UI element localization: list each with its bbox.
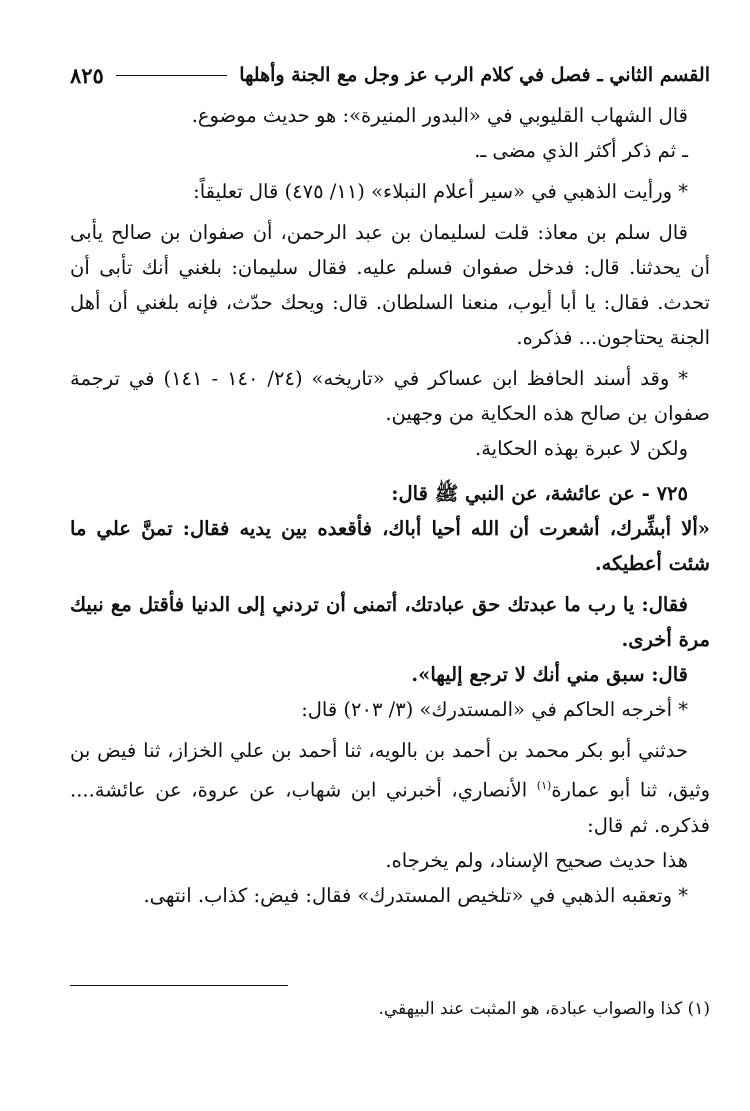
paragraph-salm-story: قال سلم بن معاذ: قلت لسليمان بن عبد الرحمن، أن صفوان بن صالح يأبى أن يحدثنا. قال: فدخل صفوان فسلم عليه. فقال سليمان: بلغني أنك تأبى أن تحدث. فقال: يا أبا أيوب، منعنا السلطان. قال: ويحك حدّث، فإنه بلغني أن أهل الجنة يحتاجون... فذكره.	[70, 221, 710, 349]
paragraph-dhahabi-talkhis: * وتعقبه الذهبي في «تلخيص المستدرك» فقال: فيض: كذاب. انتهى.	[143, 883, 688, 907]
hadith-text-2: فقال: يا رب ما عبدتك حق عبادتك، أتمنى أن تردني إلى الدنيا فأقتل مع نبيك مرة أخرى.	[70, 593, 710, 651]
paragraph-ibn-asakir: * وقد أسند الحافظ ابن عساكر في «تاريخه» (٢٤/ ١٤٠ - ١٤١) في ترجمة صفوان بن صالح هذه الحكاية من وجهين.	[70, 367, 710, 425]
footnote-marker: (١)	[536, 779, 552, 792]
running-header	[70, 58, 710, 92]
isnad-part-1: حدثني أبو بكر محمد بن أحمد بن بالويه، ثنا أحمد بن علي الخزاز، ثنا فيض بن وثيق، ثنا أبو عمارة	[70, 739, 710, 802]
hadith-text-1: «ألا أبشِّرك، أشعرت أن الله أحيا أباك، فأقعده بين يديه فقال: تمنَّ علي ما شئت أعطيكه.	[70, 517, 710, 575]
paragraph-dhahabi-siyar: * ورأيت الذهبي في «سير أعلام النبلاء» (١١/ ٤٧٥) قال تعليقاً:	[193, 180, 688, 203]
paragraph-qalyubi: قال الشهاب القليوبي في «البدور المنيرة»: هو حديث موضوع.	[191, 104, 688, 127]
paragraph-sahih: هذا حديث صحيح الإسناد، ولم يخرجاه.	[385, 848, 688, 872]
header-title: القسم الثاني ـ فصل في كلام الرب عز وجل مع الجنة وأهلها	[239, 64, 710, 86]
book-page	[70, 58, 710, 1088]
page-body	[70, 92, 710, 913]
paragraph-isnad	[70, 733, 710, 843]
header-rule	[116, 75, 227, 76]
paragraph-hakim: * أخرجه الحاكم في «المستدرك» (٣/ ٢٠٣) قال:	[301, 698, 688, 721]
isnad-part-2: الأنصاري، أخبرني ابن شهاب، عن عروة، عن عائشة.... فذكره. ثم قال:	[70, 778, 710, 837]
hadith-text-3: قال: سبق مني أنك لا ترجع إليها».	[411, 663, 688, 686]
paragraph-no-lesson: ولكن لا عبرة بهذه الحكاية.	[475, 437, 688, 460]
page-number: ٨٢٥	[70, 62, 104, 88]
footnote: (١) كذا والصواب عبادة، هو المثبت عند البيهقي.	[378, 999, 710, 1019]
paragraph-then-mentioned: ـ ثم ذكر أكثر الذي مضى ـ.	[474, 139, 688, 162]
footnote-separator	[70, 985, 288, 986]
hadith-heading: ٧٢٥ - عن عائشة، عن النبي ﷺ قال:	[391, 482, 688, 505]
